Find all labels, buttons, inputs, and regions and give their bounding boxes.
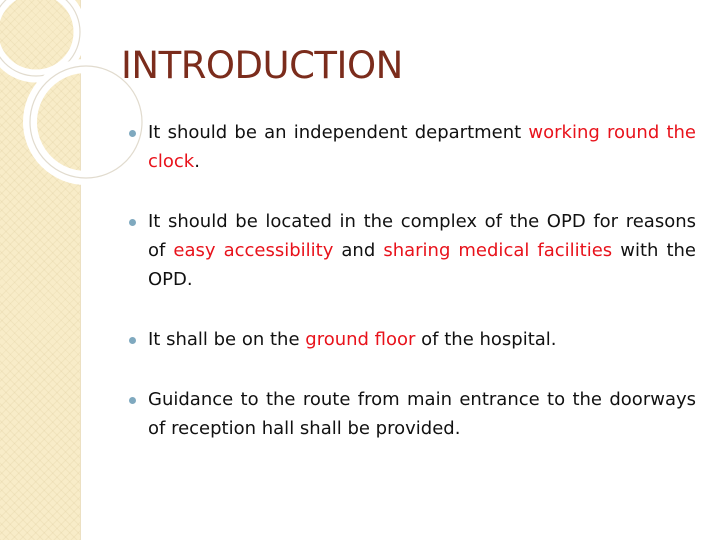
highlighted-text: sharing medical facilities [383, 240, 613, 261]
highlighted-text: ground floor [305, 329, 416, 350]
bullet-item [148, 207, 696, 294]
bullet-text: . [194, 151, 200, 172]
bullet-item [148, 118, 696, 176]
bullet-text: It shall be on the [148, 329, 306, 350]
highlighted-text: easy accessibility [173, 240, 334, 261]
bullet-item [148, 385, 696, 443]
highlighted-text: working round the clock [148, 122, 696, 172]
bullet-dot-icon [129, 219, 136, 226]
decorative-side-band [0, 0, 81, 540]
bullet-dot-icon [129, 397, 136, 404]
bullet-item [148, 325, 696, 354]
bullet-dot-icon [129, 337, 136, 344]
bullet-text: Guidance to the route from main entrance to the doorways of reception hall shall be provided. [148, 389, 696, 439]
bullet-text: and [333, 240, 384, 261]
bullet-dot-icon [129, 130, 136, 137]
bullet-text: of the hospital. [415, 329, 557, 350]
bullet-text: with the OPD. [148, 240, 696, 290]
bullet-text: It should be located in the complex of the OPD for reasons of [148, 211, 696, 261]
bullet-text: It should be an independent department [148, 122, 529, 143]
bullet-list [148, 118, 696, 474]
slide-title: INTRODUCTION [121, 44, 403, 87]
